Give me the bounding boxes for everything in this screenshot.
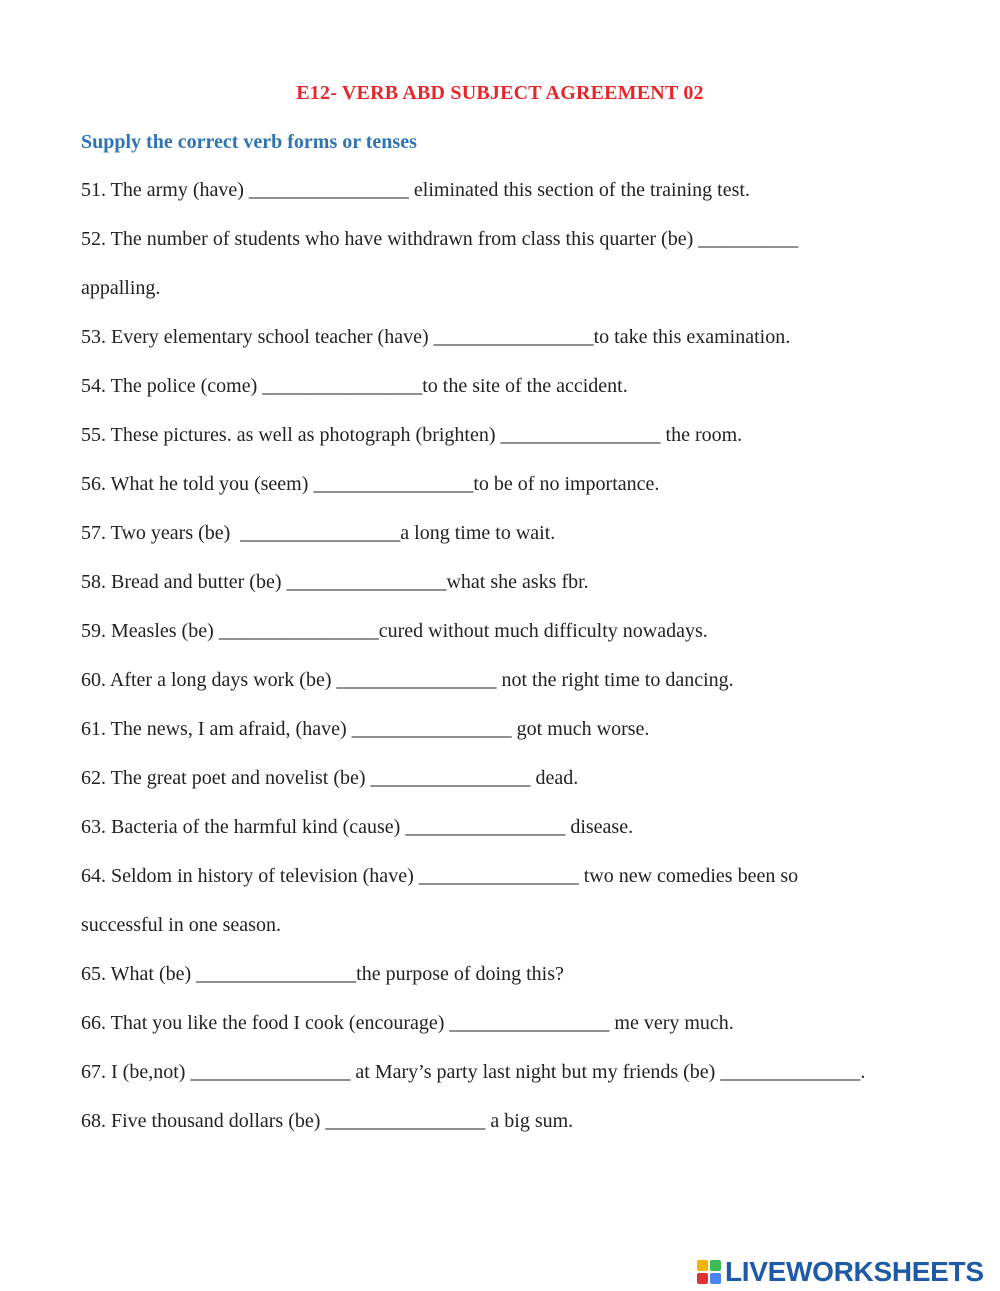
exercise-line: 67. I (be,not) ________________ at Mary’s party last night but my friends (be) ______________. — [81, 1061, 866, 1083]
exercise-line: 68. Five thousand dollars (be) ________________ a big sum. — [81, 1110, 574, 1132]
exercise-line: 62. The great poet and novelist (be) ________________ dead. — [81, 767, 579, 789]
exercise-line: 54. The police (come) ________________to the site of the accident. — [81, 375, 628, 397]
exercise-line: successful in one season. — [81, 914, 281, 936]
exercise-list — [81, 177, 941, 1157]
exercise-line: 63. Bacteria of the harmful kind (cause) ________________ disease. — [81, 816, 634, 838]
exercise-line: 57. Two years (be) ________________a long time to wait. — [81, 522, 556, 544]
exercise-line: 65. What (be) ________________the purpose of doing this? — [81, 963, 564, 985]
logo-square-icon — [710, 1260, 721, 1271]
exercise-line: 58. Bread and butter (be) ________________what she asks fbr. — [81, 571, 589, 593]
exercise-line: 56. What he told you (seem) ________________to be of no importance. — [81, 473, 660, 495]
exercise-line: 61. The news, I am afraid, (have) ________________ got much worse. — [81, 718, 650, 740]
logo-square-icon — [697, 1273, 708, 1284]
exercise-line: 52. The number of students who have withdrawn from class this quarter (be) __________ — [81, 228, 799, 250]
exercise-line: 60. After a long days work (be) ________________ not the right time to dancing. — [81, 669, 734, 691]
exercise-line: 59. Measles (be) ________________cured without much difficulty nowadays. — [81, 620, 708, 642]
instruction-heading: Supply the correct verb forms or tenses — [81, 131, 417, 153]
logo-square-icon — [710, 1273, 721, 1284]
logo-icon — [697, 1260, 721, 1284]
logo-text: LIVEWORKSHEETS — [725, 1256, 984, 1287]
exercise-line: 53. Every elementary school teacher (have) ________________to take this examination. — [81, 326, 791, 348]
exercise-line: appalling. — [81, 277, 161, 299]
logo-square-icon — [697, 1260, 708, 1271]
exercise-line: 55. These pictures. as well as photograph (brighten) ________________ the room. — [81, 424, 743, 446]
worksheet-title: E12- VERB ABD SUBJECT AGREEMENT 02 — [296, 82, 704, 104]
exercise-line: 51. The army (have) ________________ eliminated this section of the training test. — [81, 179, 750, 201]
exercise-line: 66. That you like the food I cook (encourage) ________________ me very much. — [81, 1012, 734, 1034]
liveworksheets-logo[interactable] — [697, 1256, 984, 1288]
exercise-line: 64. Seldom in history of television (have) ________________ two new comedies been so — [81, 865, 799, 887]
